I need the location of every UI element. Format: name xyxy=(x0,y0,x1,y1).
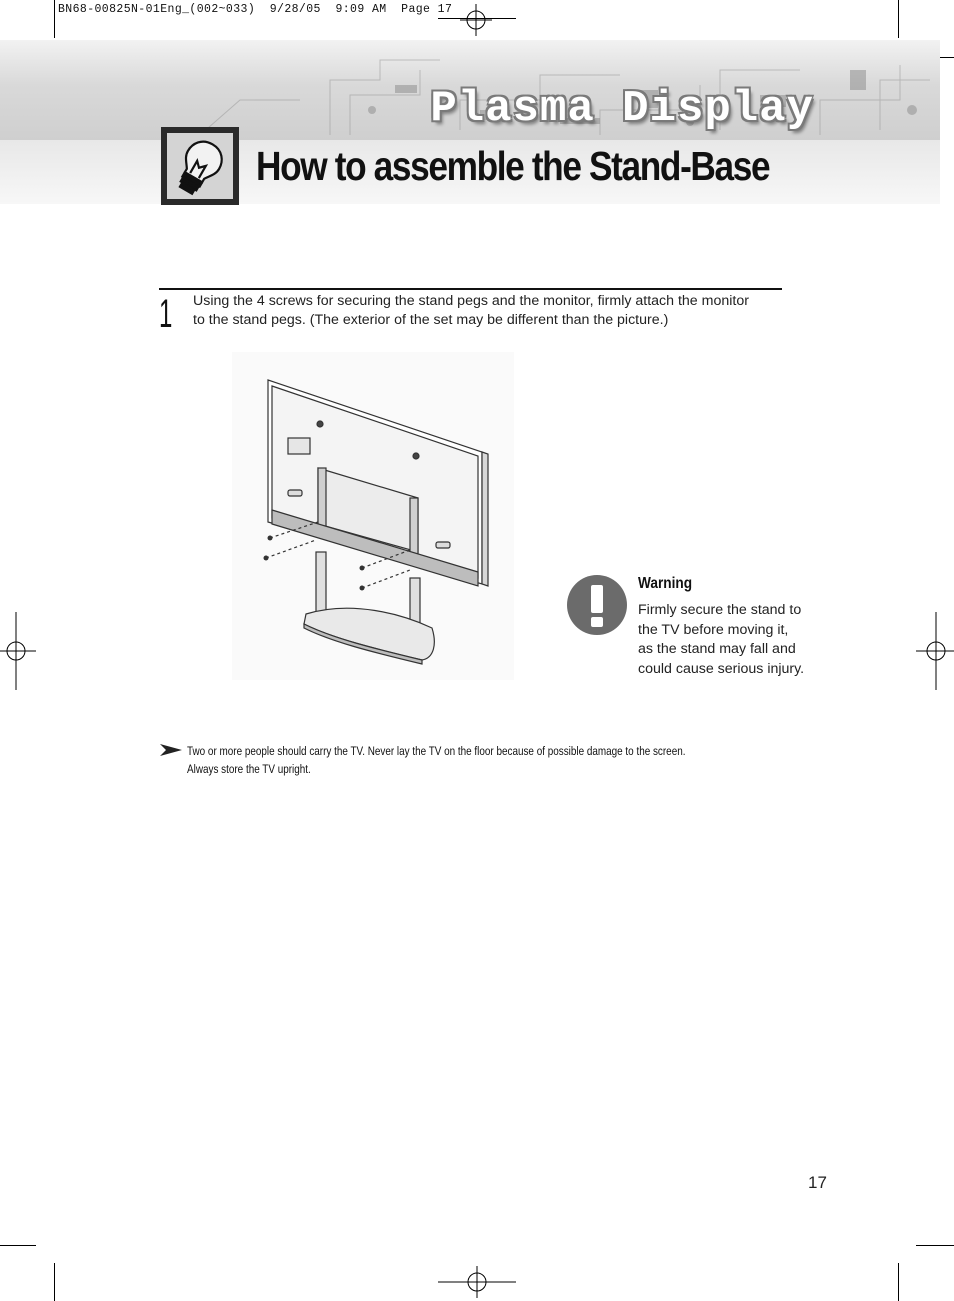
warning-text-line: Firmly secure the stand to xyxy=(638,602,802,618)
printer-slug-line: BN68-00825N-01Eng_(002~033) 9/28/05 9:09 AM Page 17 xyxy=(58,3,453,16)
warning-title: Warning xyxy=(638,575,693,592)
step-number: 1 xyxy=(159,292,173,336)
exclamation-icon xyxy=(565,573,629,637)
step-text-line: to the stand pegs. (The exterior of the set may be different than the picture.) xyxy=(193,312,669,328)
crop-mark xyxy=(0,1245,36,1246)
lightbulb-icon xyxy=(167,133,233,199)
crop-mark xyxy=(898,1263,899,1301)
step-text-line: Using the 4 screws for securing the stand pegs and the monitor, firmly attach the monitor xyxy=(193,293,749,309)
page-title: How to assemble the Stand-Base xyxy=(256,143,770,189)
crop-mark xyxy=(54,0,55,38)
warning-text-line: the TV before moving it, xyxy=(638,621,789,638)
step-instructions xyxy=(193,292,793,330)
arrow-right-icon xyxy=(160,742,182,758)
registration-mark-top xyxy=(460,4,492,36)
page-number: 17 xyxy=(808,1173,827,1192)
note-text-line: Two or more people should carry the TV. Never lay the TV on the floor because of possible damage to the screen. xyxy=(187,744,686,758)
stand-assembly-illustration xyxy=(232,352,514,680)
product-title: Plasma Display xyxy=(430,84,814,134)
registration-mark-left xyxy=(0,612,36,690)
warning-text xyxy=(638,601,804,679)
section-divider xyxy=(159,288,782,290)
registration-mark-bottom xyxy=(438,1266,516,1298)
warning-text-line: as the stand may fall and xyxy=(638,641,796,658)
note-text-line: Always store the TV upright. xyxy=(187,762,311,776)
registration-mark-right xyxy=(916,612,954,690)
crop-mark xyxy=(916,1245,954,1246)
crop-mark xyxy=(898,0,899,38)
lightbulb-icon-frame xyxy=(161,127,239,205)
warning-text-line: could cause serious injury. xyxy=(638,660,805,677)
crop-mark xyxy=(54,1263,55,1301)
